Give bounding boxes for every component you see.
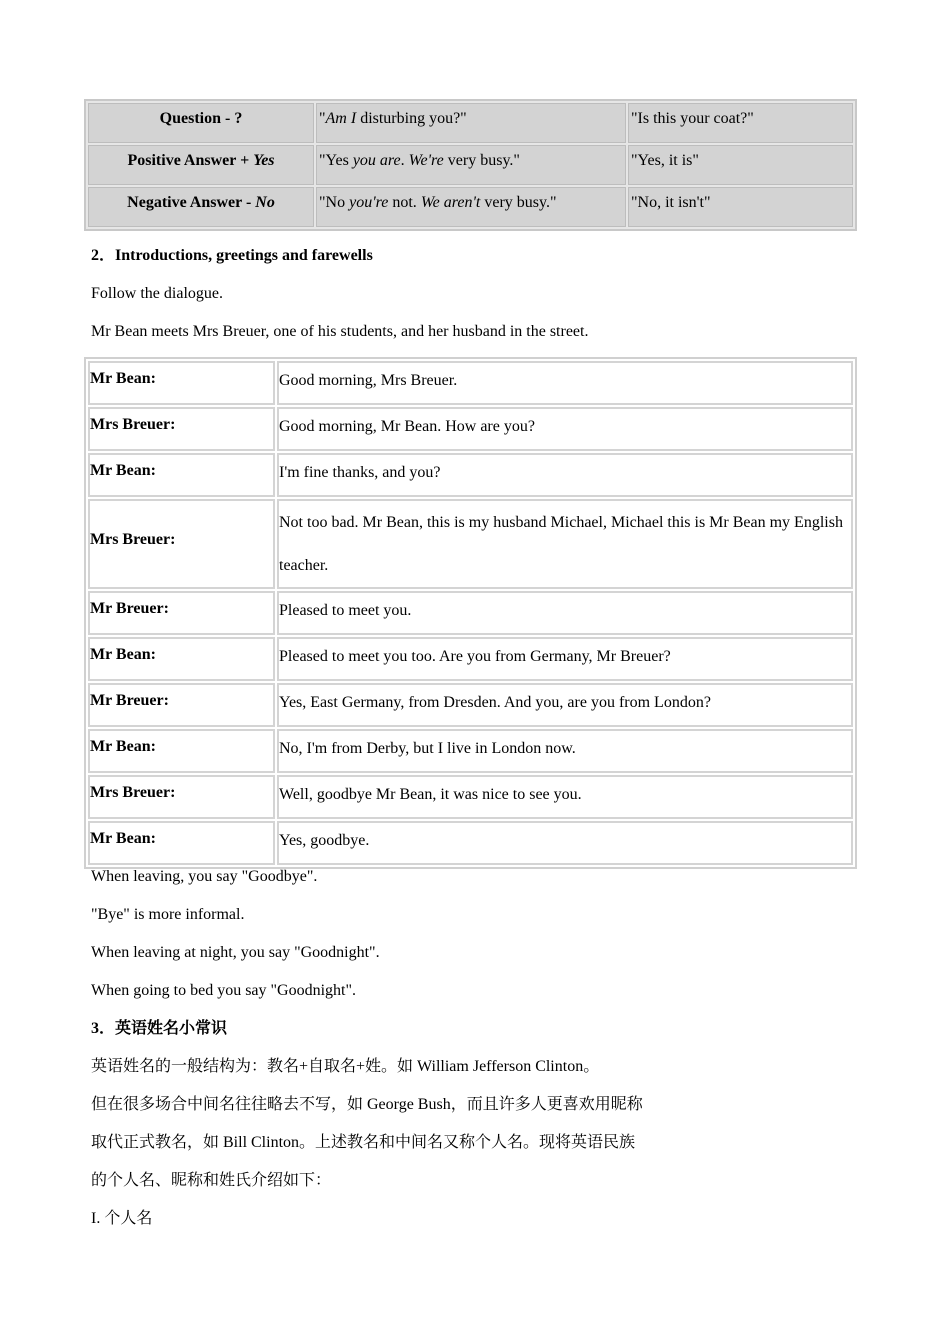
table-row [88, 145, 853, 185]
subheading: I. 个人名 [91, 1210, 153, 1227]
utterance-cell: Not too bad. Mr Bean, this is my husband Michael, Michael this is Mr Bean my English teacher. [277, 499, 853, 589]
example-cell: "Yes, it is" [628, 145, 853, 185]
table-row [88, 775, 853, 819]
utterance-cell: Good morning, Mr Bean. How are you? [277, 407, 853, 451]
speaker-cell: Mr Bean: [88, 821, 275, 865]
utterance-cell: Pleased to meet you. [277, 591, 853, 635]
speaker-cell: Mrs Breuer: [88, 775, 275, 819]
example-cell: "Yes you are. We're very busy." [316, 145, 626, 185]
row-header-positive: Positive Answer + Yes [88, 145, 314, 185]
table-row [88, 821, 853, 865]
speaker-cell: Mr Bean: [88, 729, 275, 773]
note-line: When leaving, you say "Goodbye". [91, 868, 318, 885]
utterance-cell: Yes, East Germany, from Dresden. And you, are you from London? [277, 683, 853, 727]
note-line: When going to bed you say "Goodnight". [91, 982, 357, 999]
section-2-heading: 2．Introductions, greetings and farewells [91, 247, 373, 264]
row-header-question: Question - ? [88, 103, 314, 143]
table-row [88, 453, 853, 497]
example-cell: "No, it isn't" [628, 187, 853, 227]
table-row [88, 103, 853, 143]
table-row [88, 187, 853, 227]
speaker-cell: Mr Bean: [88, 361, 275, 405]
table-row [88, 407, 853, 451]
paragraph-line: 取代正式教名，如 Bill Clinton。上述教名和中间名又称个人名。现将英语民族 [91, 1134, 636, 1151]
paragraph-line: 的个人名、昵称和姓氏介绍如下： [91, 1172, 332, 1189]
utterance-cell: Pleased to meet you too. Are you from Germany, Mr Breuer? [277, 637, 853, 681]
example-cell: "Is this your coat?" [628, 103, 853, 143]
table-row [88, 637, 853, 681]
utterance-cell: Good morning, Mrs Breuer. [277, 361, 853, 405]
utterance-cell: Well, goodbye Mr Bean, it was nice to see you. [277, 775, 853, 819]
utterance-cell: I'm fine thanks, and you? [277, 453, 853, 497]
question-answer-table [84, 99, 857, 231]
speaker-cell: Mr Bean: [88, 637, 275, 681]
example-cell: "Am I disturbing you?" [316, 103, 626, 143]
table-row [88, 591, 853, 635]
paragraph: Mr Bean meets Mrs Breuer, one of his students, and her husband in the street. [91, 323, 589, 340]
paragraph-line: 但在很多场合中间名往往略去不写，如 George Bush，而且许多人更喜欢用昵称 [91, 1096, 643, 1113]
speaker-cell: Mrs Breuer: [88, 407, 275, 451]
note-line: When leaving at night, you say "Goodnight". [91, 944, 380, 961]
speaker-cell: Mr Breuer: [88, 683, 275, 727]
speaker-cell: Mrs Breuer: [88, 499, 275, 589]
note-line: "Bye" is more informal. [91, 906, 245, 923]
example-cell: "No you're not. We aren't very busy." [316, 187, 626, 227]
table-row [88, 729, 853, 773]
table-row [88, 361, 853, 405]
speaker-cell: Mr Bean: [88, 453, 275, 497]
utterance-cell: Yes, goodbye. [277, 821, 853, 865]
dialogue-table [84, 357, 857, 869]
paragraph: Follow the dialogue. [91, 285, 223, 302]
table-row [88, 499, 853, 589]
table-row [88, 683, 853, 727]
paragraph-line: 英语姓名的一般结构为：教名+自取名+姓。如 William Jefferson Clinton。 [91, 1058, 600, 1075]
row-header-negative: Negative Answer - No [88, 187, 314, 227]
utterance-cell: No, I'm from Derby, but I live in London now. [277, 729, 853, 773]
speaker-cell: Mr Breuer: [88, 591, 275, 635]
section-3-heading: 3．英语姓名小常识 [91, 1020, 228, 1037]
